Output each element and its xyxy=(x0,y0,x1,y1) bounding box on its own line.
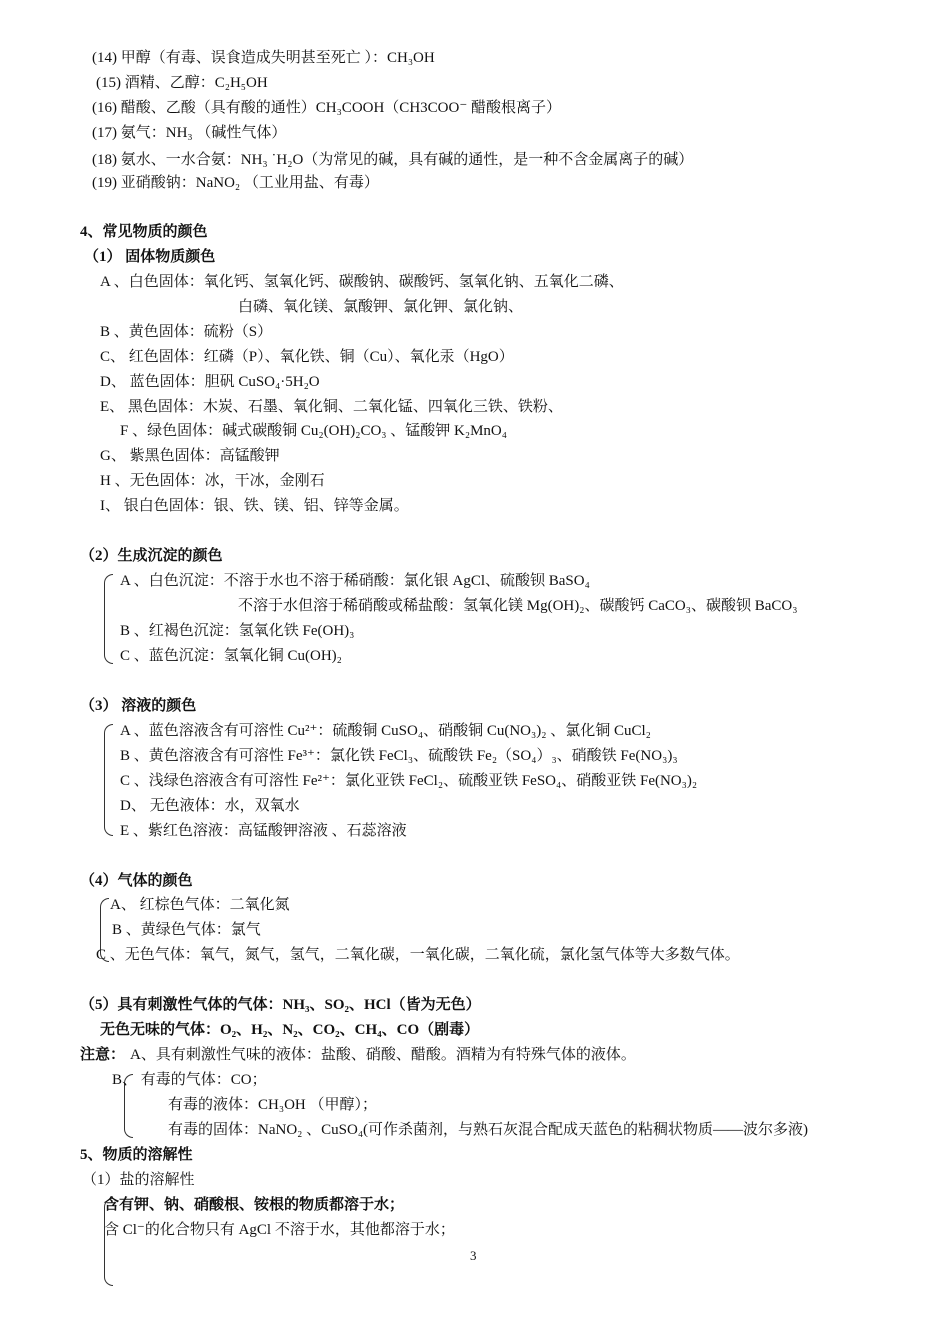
solid-color-g: G、 紫黑色固体：高锰酸钾 xyxy=(100,448,280,464)
solid-color-c: C、 红色固体：红磷（P）、氧化铁、铜（Cu）、氧化汞（HgO） xyxy=(100,349,514,365)
precipitate-a-cont: 不溶于水但溶于稀硝酸或稀盐酸：氢氧化镁 Mg(OH)₂、碳酸钙 CaCO₃、碳酸钡 BaCO₃ xyxy=(238,598,798,614)
solid-color-b: B 、黄色固体：硫粉（S） xyxy=(100,324,273,340)
solid-color-e: E、 黑色固体：木炭、石墨、氧化铜、二氧化锰、四氧化三铁、铁粉、 xyxy=(100,399,563,415)
toxic-solid: 有毒的固体：NaNO₂ 、CuSO₄(可作杀菌剂，与熟石灰混合配成天蓝色的粘稠状物质——波尔多液) xyxy=(168,1122,809,1138)
list-item-14: (14) 甲醇（有毒、误食造成失明甚至死亡 ）：CH₃OH xyxy=(92,50,435,66)
subsection-precipitate-title: （2）生成沉淀的颜色 xyxy=(80,548,223,564)
note-label: 注意： xyxy=(80,1047,126,1063)
solution-d: D、 无色液体：水，双氧水 xyxy=(120,798,300,814)
solution-c: C 、浅绿色溶液含有可溶性 Fe²⁺：氯化亚铁 FeCl₂、硫酸亚铁 FeSO₄、硝酸亚铁 Fe(NO₃)₂ xyxy=(120,773,698,789)
odorless-gas-line: 无色无味的气体：O₂、H₂、N₂、CO₂、CH₄、CO（剧毒） xyxy=(100,1022,480,1038)
section-5-title: 5、物质的溶解性 xyxy=(80,1147,193,1163)
note-a: A、具有刺激性气味的液体：盐酸、硝酸、醋酸。酒精为有特殊气体的液体。 xyxy=(130,1047,636,1063)
note-b-toxic-gas: B、 有毒的气体：CO； xyxy=(112,1072,267,1088)
gas-b: B 、黄绿色气体：氯气 xyxy=(112,922,261,938)
list-item-19: (19) 亚硝酸钠：NaNO₂ （工业用盐、有毒） xyxy=(92,175,379,191)
solid-color-f: F 、绿色固体：碱式碳酸铜 Cu₂(OH)₂CO₃ 、锰酸钾 K₂MnO₄ xyxy=(120,423,507,439)
list-item-18: (18) 氨水、一水合氨：NH₃ ˙H₂O（为常见的碱，具有碱的通性，是一种不含金属离子的碱） xyxy=(92,152,694,168)
subsection-gas-title: （4）气体的颜色 xyxy=(80,873,193,889)
solid-color-h: H 、无色固体：冰，干冰，金刚石 xyxy=(100,473,325,489)
subsection-solid-title: （1） 固体物质颜色 xyxy=(84,249,216,265)
precipitate-a: A 、白色沉淀：不溶于水也不溶于稀硝酸：氯化银 AgCl、硫酸钡 BaSO₄ xyxy=(120,573,590,589)
list-item-17: (17) 氨气：NH₃ （碱性气体） xyxy=(92,125,287,141)
list-item-16: (16) 醋酸、乙酸（具有酸的通性）CH₃COOH（CH3COO⁻ 醋酸根离子） xyxy=(92,100,561,116)
page-number: 3 xyxy=(470,1248,477,1263)
toxic-liquid: 有毒的液体：CH₃OH （甲醇）； xyxy=(168,1097,377,1113)
solution-b: B 、黄色溶液含有可溶性 Fe³⁺：氯化铁 FeCl₃、硫酸铁 Fe₂（SO₄）₃、硝酸铁 Fe(NO₃)₃ xyxy=(120,748,678,764)
gas-a: A、 红棕色气体：二氧化氮 xyxy=(110,897,290,913)
salt-rule-1: 含有钾、钠、硝酸根、铵根的物质都溶于水； xyxy=(104,1197,405,1213)
list-item-15: (15) 酒精、乙醇：C₂H₅OH xyxy=(96,75,268,91)
salt-rule-2: 含 Cl⁻的化合物只有 AgCl 不溶于水，其他都溶于水； xyxy=(104,1222,455,1238)
solid-color-a: A 、白色固体：氧化钙、氢氧化钙、碳酸钠、碳酸钙、氢氧化钠、五氧化二磷、 xyxy=(100,274,624,290)
solid-color-i: I、 银白色固体：银、铁、镁、铝、锌等金属。 xyxy=(100,498,409,514)
salt-solubility-title: （1）盐的溶解性 xyxy=(82,1172,195,1188)
precipitate-brace xyxy=(104,574,113,664)
precipitate-b: B 、红褐色沉淀：氢氧化铁 Fe(OH)₃ xyxy=(120,623,355,639)
solid-color-d: D、 蓝色固体：胆矾 CuSO₄·5H₂O xyxy=(100,374,320,390)
subsection-solution-title: （3） 溶液的颜色 xyxy=(80,698,197,714)
section-4-title: 4、常见物质的颜色 xyxy=(80,224,208,240)
precipitate-c: C 、蓝色沉淀：氢氧化铜 Cu(OH)₂ xyxy=(120,648,342,664)
solid-color-a-cont: 白磷、氧化镁、氯酸钾、氯化钾、氯化钠、 xyxy=(238,299,524,315)
solution-e: E 、紫红色溶液：高锰酸钾溶液 、石蕊溶液 xyxy=(120,823,407,839)
subsection-pungent-gas: （5）具有刺激性气体的气体：NH₃、SO₂、HCl（皆为无色） xyxy=(80,997,481,1013)
solution-a: A 、蓝色溶液含有可溶性 Cu²⁺：硫酸铜 CuSO₄、硝酸铜 Cu(NO₃)₂ 、氯化铜 CuCl₂ xyxy=(120,723,651,739)
gas-c: C 、无色气体：氧气，氮气，氢气，二氧化碳，一氧化碳，二氧化硫，氯化氢气体等大多数气体。 xyxy=(96,947,740,963)
solution-brace xyxy=(104,724,113,836)
